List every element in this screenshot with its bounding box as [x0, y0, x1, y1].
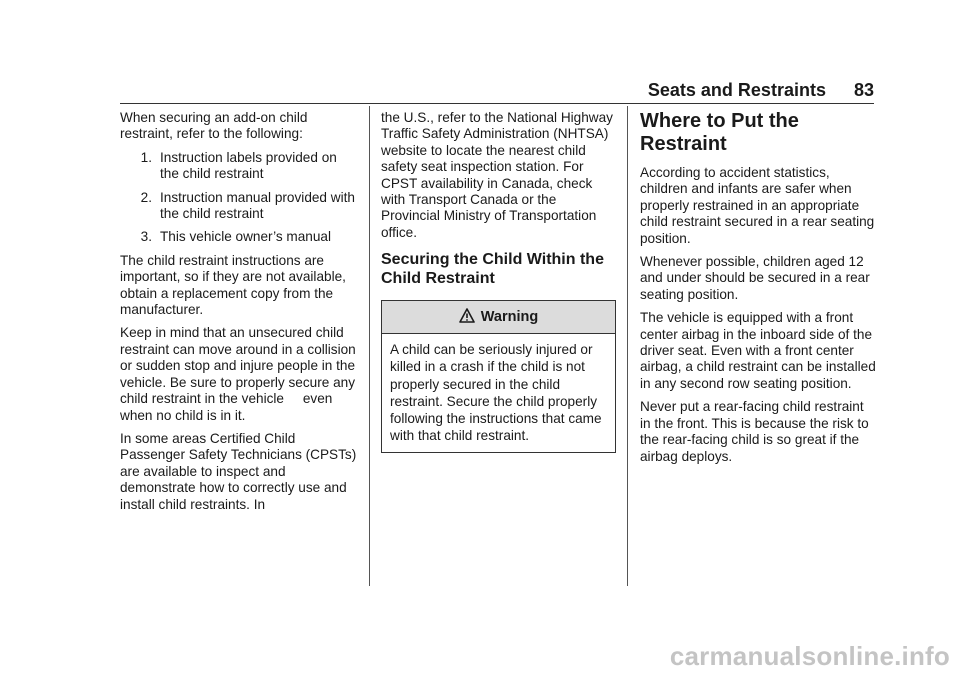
paragraph: In some areas Certified Child Passenger Safety Technicians (CPSTs) are available to inspect and demonstrate how to correctly use and install child restraints. In	[120, 430, 357, 512]
paragraph: The vehicle is equipped with a front center airbag in the inboard side of the driver seat. Even with a front center airbag, a child restraint can be installed in any second row seating position.	[640, 310, 876, 391]
watermark: carmanualsonline.info	[669, 641, 950, 671]
list-number: 1.	[140, 149, 152, 165]
list-text: Instruction manual provided with the child restraint	[160, 189, 355, 222]
list-number: 2.	[140, 189, 152, 205]
subsection-heading: Securing the Child Within the Child Restraint	[381, 251, 604, 287]
list-item	[120, 229, 358, 245]
column-3	[640, 110, 876, 472]
list-number: 3.	[140, 229, 152, 245]
list-item	[120, 150, 358, 183]
column-divider	[627, 106, 628, 586]
warning-box	[381, 300, 616, 453]
list-text: This vehicle owner’s manual	[160, 229, 332, 245]
header-rule	[120, 103, 874, 104]
warning-triangle-icon	[459, 308, 475, 326]
paragraph: the U.S., refer to the National Highway Traffic Safety Administration (NHTSA) website to locate the nearest child safety seat inspection station. For CPST availability in Canada, check with Transport Canada or the Provincial Ministry of Transportation office.	[381, 110, 613, 240]
paragraph: The child restraint instructions are important, so if they are not available, obtain a replacement copy from the manufacturer.	[120, 252, 346, 318]
section-title: Seats and Restraints	[647, 80, 826, 100]
paragraph: Keep in mind that an unsecured child restraint can move around in a collision or sudden stop and injure people in the vehicle. Be sure to properly secure any child restraint in the vehicle even when no child is in it.	[120, 325, 360, 423]
paragraph: According to accident statistics, children and infants are safer when properly restrained in an appropriate child restraint secured in a rear seating position.	[640, 165, 875, 246]
column-2	[381, 110, 616, 453]
warning-header	[382, 301, 615, 334]
paragraph: Never put a rear-facing child restraint in the front. This is because the risk to the rear-facing child is so great if the airbag deploys.	[640, 399, 869, 464]
page-number: 83	[853, 80, 874, 100]
reference-list	[120, 150, 358, 246]
warning-title: Warning	[480, 309, 539, 326]
list-text: Instruction labels provided on the child restraint	[160, 149, 337, 182]
section-heading: Where to Put the Restraint	[640, 110, 799, 155]
list-item	[120, 190, 358, 223]
page-header	[648, 80, 874, 101]
warning-text: A child can be seriously injured or killed in a crash if the child is not properly secured in the child restraint. Secure the child properly following the instructions that came with that child restraint.	[390, 342, 602, 444]
column-divider	[369, 106, 370, 586]
paragraph: Whenever possible, children aged 12 and under should be secured in a rear seating position.	[640, 254, 870, 302]
column-1	[120, 110, 358, 520]
intro-paragraph: When securing an add-on child restraint, refer to the following:	[120, 110, 308, 142]
